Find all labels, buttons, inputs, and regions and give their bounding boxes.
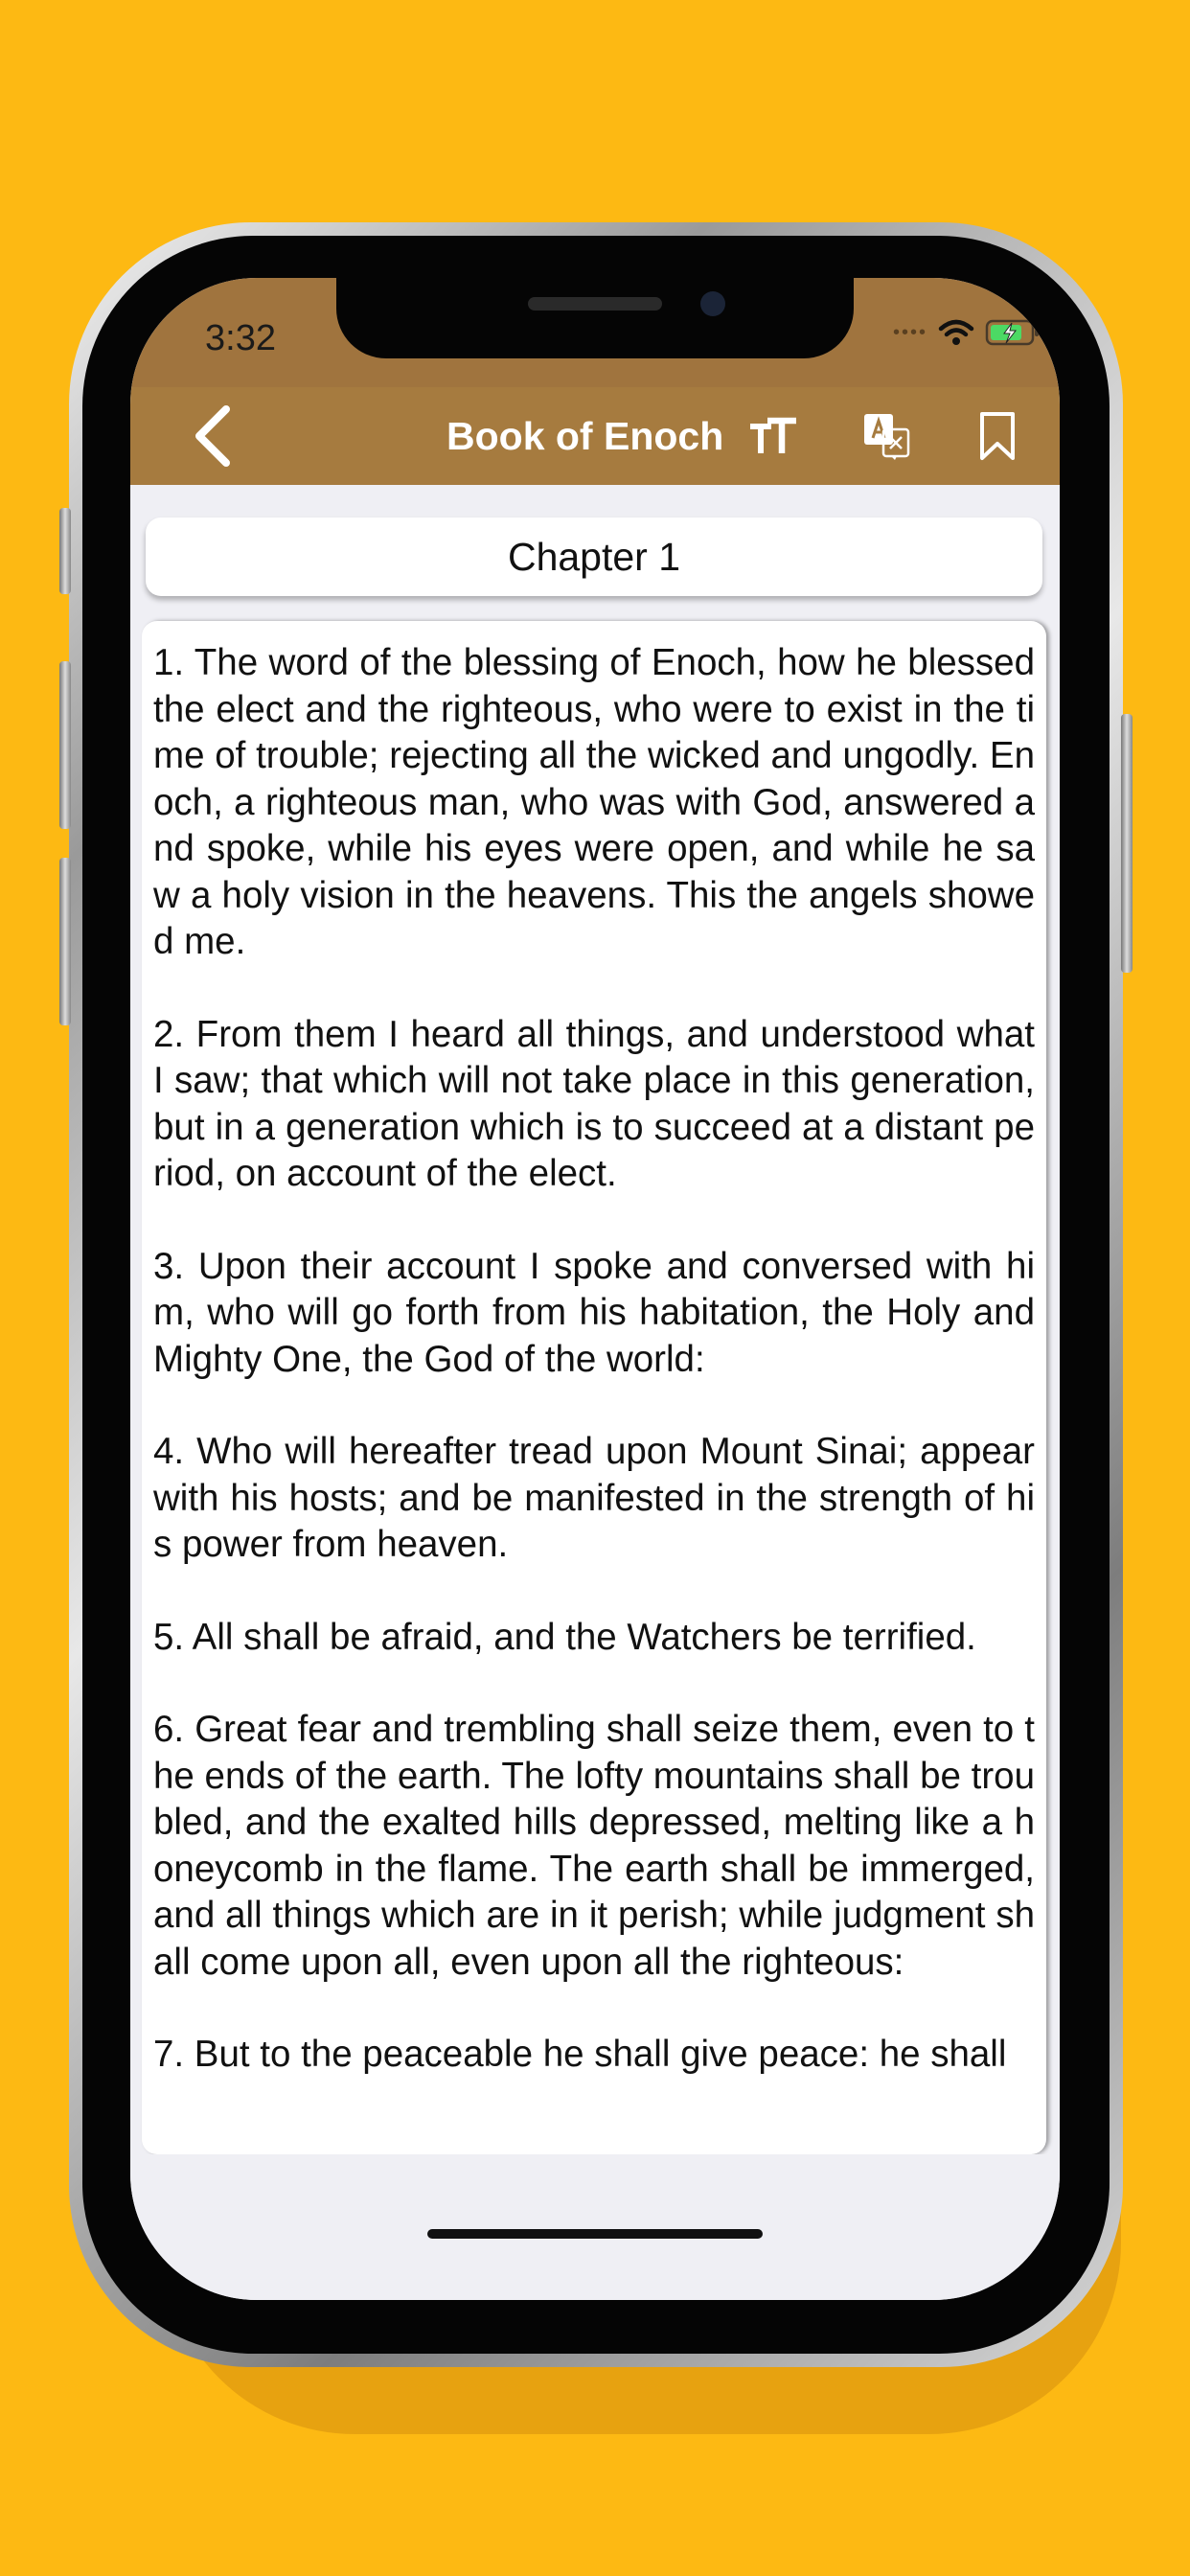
bookmark-button[interactable] (964, 387, 1031, 485)
home-indicator[interactable] (427, 2229, 763, 2239)
bookmark-icon (978, 411, 1017, 461)
side-button-mute (59, 508, 71, 594)
chapter-title[interactable]: Chapter 1 (146, 518, 1042, 596)
chapter-text-scroll[interactable] (142, 621, 1046, 2154)
verse-7: 7. But to the peaceable he shall give peace: he shall (153, 2034, 1007, 2075)
nav-title: Book of Enoch (446, 414, 724, 458)
translate-icon (862, 412, 910, 460)
side-button-volume-up (59, 661, 71, 829)
verse-5: 5. All shall be afraid, and the Watchers be terrified. (153, 1616, 976, 1658)
app-screen (130, 278, 1060, 2300)
signal-dots-icon: •••• (892, 321, 927, 343)
front-camera (700, 291, 725, 316)
font-size-button[interactable] (740, 387, 807, 485)
back-button[interactable] (174, 387, 251, 485)
verse-2: 2. From them I heard all things, and understood what I saw; that which will not take place in this generation, but in a generation which is to succeed at a distant period, on account of the elect. (153, 1013, 1035, 1194)
side-button-volume-down (59, 858, 71, 1025)
wifi-icon (937, 318, 975, 347)
text-size-icon (748, 417, 798, 455)
translate-button[interactable] (853, 387, 920, 485)
verse-6: 6. Great fear and trembling shall seize them, even to the ends of the earth. The lofty mountains shall be troubled, and the exalted hills depressed, melting like a honeycomb in the flame. The earth shall be immerged, and all things which are in it perish; while judgment shall come upon all, even upon all the righteous: (153, 1709, 1035, 1983)
side-button-power (1121, 714, 1133, 973)
status-icons (893, 318, 1042, 347)
notch (336, 278, 854, 358)
verse-4: 4. Who will hereafter tread upon Mount Sinai; appear with his hosts; and be manifested in the strength of his power from heaven. (153, 1431, 1035, 1565)
chevron-left-icon (192, 405, 234, 467)
status-bar (130, 278, 1060, 387)
nav-bar (130, 387, 1060, 485)
bottom-safe-area (130, 2154, 1060, 2300)
verse-1: 1. The word of the blessing of Enoch, how he blessed the elect and the righteous, who were to exist in the time of trouble; rejecting all the wicked and ungodly. Enoch, a righteous man, who was with God, answered and spoke, while his eyes were open, and while he saw a holy vision in the heavens. This the angels showed me. (153, 642, 1035, 962)
speaker-grille (528, 297, 662, 310)
battery-charging-icon (985, 318, 1042, 347)
verse-3: 3. Upon their account I spoke and conversed with him, who will go forth from his habitation, the Holy and Mighty One, the God of the world: (153, 1245, 1035, 1380)
status-time: 3:32 (205, 318, 276, 358)
